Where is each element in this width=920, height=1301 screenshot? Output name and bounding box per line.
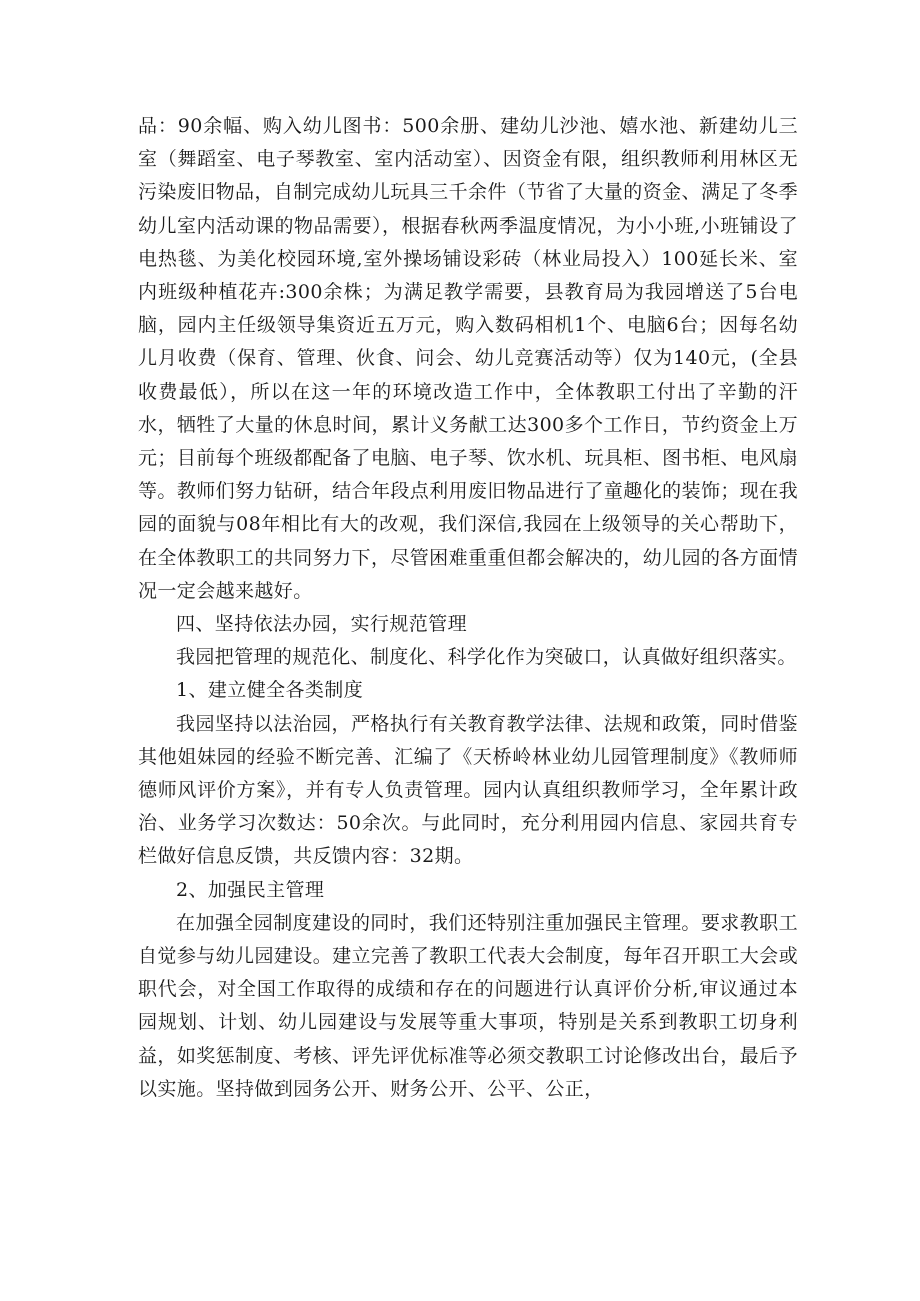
paragraph-democracy: 在加强全园制度建设的同时，我们还特别注重加强民主管理。要求教职工自觉参与幼儿园建设。建立完善了教职工代表大会制度，每年召开职工大会或职代会，对全国工作取得的成绩和存在的问题进行认真评价分析,审议通过本园规划、计划、幼儿园建设与发展等重大事项，特别是关系到教职工切身利益，如奖惩制度、考核、评先评优标准等必须交教职工讨论修改出台，最后予以实施。坚持做到园务公开、财务公开、公平、公正， (138, 911, 798, 1100)
paragraph-rules: 我园坚持以法治园，严格执行有关教育教学法律、法规和政策，同时借鉴其他姐妹园的经验不断完善、汇编了《天桥岭林业幼儿园管理制度》《教师师德师风评价方案》，并有专人负责管理。园内认真组织教师学习，全年累计政治、业务学习次数达：50余次。与此同时，充分利用园内信息、家园共育专栏做好信息反馈，共反馈内容：32期。 (138, 712, 798, 868)
subsection-heading-rules: 1、建立健全各类制度 (176, 679, 364, 702)
subsection-heading-democracy: 2、加强民主管理 (176, 878, 325, 901)
paragraph-management-intro: 我园把管理的规范化、制度化、科学化作为突破口，认真做好组织落实。 (176, 646, 797, 669)
paragraph-facilities: 品：90余幅、购入幼儿图书：500余册、建幼儿沙池、嬉水池、新建幼儿三室（舞蹈室、电子琴教室、室内活动室）、因资金有限，组织教师利用林区无污染废旧物品，自制完成幼儿玩具三千余件（节省了大量的资金、满足了冬季幼儿室内活动课的物品需要），根据春秋两季温度情况，为小小班,小班铺设了电热毯、为美化校园环境,室外操场铺设彩砖（林业局投入）100延长米、室内班级种植花卉:300余株；为满足教学需要，县教育局为我园增送了5台电脑，园内主任级领导集资近五万元，购入数码相机1个、电脑6台；因每名幼儿月收费（保育、管理、伙食、问会、幼儿竞赛活动等）仅为140元，(全县收费最低），所以在这一年的环境改造工作中，全体教职工付出了辛勤的汗水，牺牲了大量的休息时间，累计义务献工达300多个工作日，节约资金上万元；目前每个班级都配备了电脑、电子琴、饮水机、玩具柜、图书柜、电风扇等。教师们努力钻研，结合年段点利用废旧物品进行了童趣化的装饰；现在我园的面貌与08年相比有大的改观，我们深信,我园在上级领导的关心帮助下，在全体教职工的共同努力下，尽管困难重重但都会解决的，幼儿园的各方面情况一定会越来越好。 (138, 115, 798, 602)
document-body (138, 110, 798, 1106)
section-heading-law-management: 四、坚持依法办园，实行规范管理 (176, 613, 468, 636)
